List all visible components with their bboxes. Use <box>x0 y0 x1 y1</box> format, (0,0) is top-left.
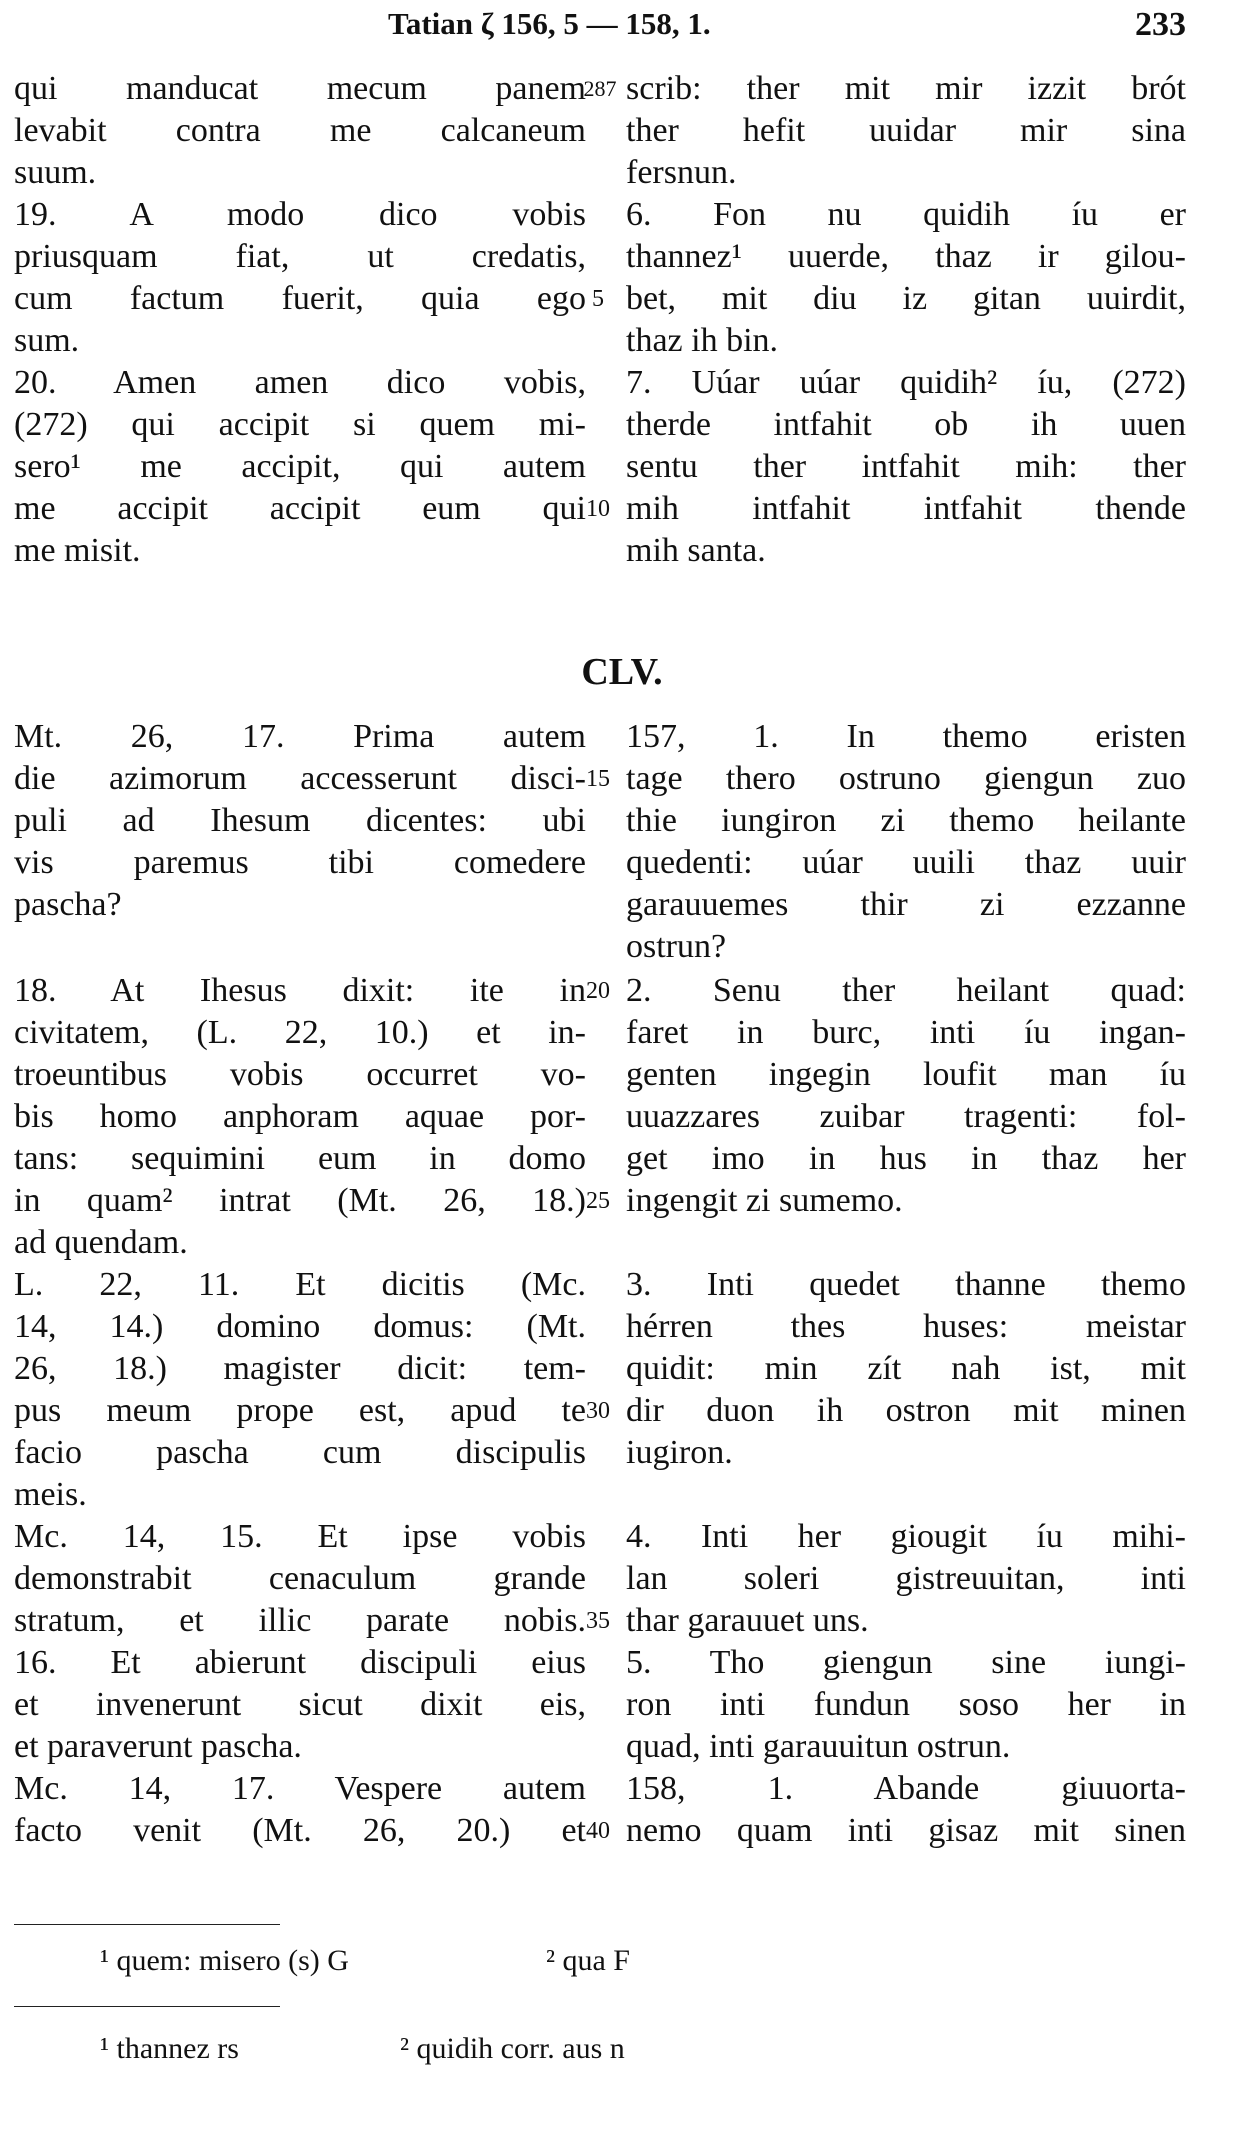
ohg-line: lan soleri gistreuuitan, inti <box>626 1560 1186 1597</box>
latin-line: pus meum prope est, apud te <box>14 1392 586 1429</box>
line-number: 5 <box>592 286 604 312</box>
latin-line: 19. A modo dico vobis <box>14 196 586 233</box>
latin-line: 16. Et abierunt discipuli eius <box>14 1644 586 1681</box>
ohg-line: sentu ther intfahit mih: ther <box>626 448 1186 485</box>
line-number: 287 <box>583 76 617 101</box>
latin-line: me misit. <box>14 532 141 569</box>
latin-line: qui manducat mecum panem <box>14 70 586 107</box>
ohg-line: 157, 1. In themo eristen <box>626 718 1186 755</box>
footnote-rule <box>14 1924 280 1925</box>
line-number: 10 <box>586 496 610 522</box>
latin-line: tans: sequimini eum in domo <box>14 1140 586 1177</box>
latin-line: cum factum fuerit, quia ego <box>14 280 586 317</box>
latin-line: Mc. 14, 17. Vespere autem <box>14 1770 586 1807</box>
latin-line: et invenerunt sicut dixit eis, <box>14 1686 586 1723</box>
ohg-line: mih santa. <box>626 532 766 569</box>
running-title: Tatian ζ 156, 5 — 158, 1. <box>388 6 711 41</box>
ohg-line: scrib: ther mit mir izzit brót <box>626 70 1186 107</box>
ohg-line: uuazzares zuibar tragenti: fol- <box>626 1098 1186 1135</box>
latin-line: 14, 14.) domino domus: (Mt. <box>14 1308 586 1345</box>
latin-line: sum. <box>14 322 80 359</box>
latin-line: me accipit accipit eum qui <box>14 490 586 527</box>
ohg-line: garauuemes thir zi ezzanne <box>626 886 1186 923</box>
ohg-line: quidit: min zít nah ist, mit <box>626 1350 1186 1387</box>
ohg-line: quad, inti garauuitun ostrun. <box>626 1728 1011 1765</box>
latin-line: in quam² intrat (Mt. 26, 18.) <box>14 1182 586 1219</box>
latin-line: 20. Amen amen dico vobis, <box>14 364 586 401</box>
ohg-line: 6. Fon nu quidih íu er <box>626 196 1186 233</box>
latin-line: L. 22, 11. Et dicitis (Mc. <box>14 1266 586 1303</box>
latin-line: 26, 18.) magister dicit: tem- <box>14 1350 586 1387</box>
ohg-line: therde intfahit ob ih uuen <box>626 406 1186 443</box>
ohg-line: 158, 1. Abande giuuorta- <box>626 1770 1186 1807</box>
ohg-line: dir duon ih ostron mit minen <box>626 1392 1186 1429</box>
footnote-latin-2: ² qua F <box>546 1944 630 1977</box>
latin-line: 18. At Ihesus dixit: ite in <box>14 972 586 1009</box>
latin-line: die azimorum accesserunt disci- <box>14 760 586 797</box>
ohg-line: tage thero ostruno giengun zuo <box>626 760 1186 797</box>
latin-line: Mt. 26, 17. Prima autem <box>14 718 586 755</box>
line-number: 40 <box>586 1818 610 1844</box>
latin-line: Mc. 14, 15. Et ipse vobis <box>14 1518 586 1555</box>
ohg-line: 5. Tho giengun sine iungi- <box>626 1644 1186 1681</box>
latin-line: (272) qui accipit si quem mi- <box>14 406 586 443</box>
ohg-line: ingengit zi sumemo. <box>626 1182 903 1219</box>
ohg-line: thar garauuet uns. <box>626 1602 869 1639</box>
ohg-line: ron inti fundun soso her in <box>626 1686 1186 1723</box>
ohg-line: get imo in hus in thaz her <box>626 1140 1186 1177</box>
page-header <box>0 6 1244 46</box>
footnote-ohg-2: ² quidih corr. aus n <box>400 2032 625 2065</box>
ohg-line: ostrun? <box>626 928 727 965</box>
ohg-line: nemo quam inti gisaz mit sinen <box>626 1812 1186 1849</box>
footnote-latin-1: ¹ quem: misero (s) G <box>100 1944 349 1977</box>
line-number: 25 <box>586 1188 610 1214</box>
latin-line: facio pascha cum discipulis <box>14 1434 586 1471</box>
latin-line: pascha? <box>14 886 122 923</box>
line-number: 20 <box>586 978 610 1004</box>
latin-line: sero¹ me accipit, qui autem <box>14 448 586 485</box>
ohg-line: iugiron. <box>626 1434 733 1471</box>
latin-line: priusquam fiat, ut credatis, <box>14 238 586 275</box>
latin-line: suum. <box>14 154 97 191</box>
ohg-line: 7. Uúar uúar quidih² íu, (272) <box>626 364 1186 401</box>
latin-line: bis homo anphoram aquae por- <box>14 1098 586 1135</box>
latin-line: levabit contra me calcaneum <box>14 112 586 149</box>
ohg-line: 4. Inti her giougit íu mihi- <box>626 1518 1186 1555</box>
ohg-line: fersnun. <box>626 154 737 191</box>
latin-line: ad quendam. <box>14 1224 188 1261</box>
latin-line: puli ad Ihesum dicentes: ubi <box>14 802 586 839</box>
ohg-line: 2. Senu ther heilant quad: <box>626 972 1186 1009</box>
ohg-line: hérren thes huses: meistar <box>626 1308 1186 1345</box>
latin-line: civitatem, (L. 22, 10.) et in- <box>14 1014 586 1051</box>
footnote-ohg-1: ¹ thannez rs <box>100 2032 239 2065</box>
latin-line: facto venit (Mt. 26, 20.) et <box>14 1812 586 1849</box>
latin-line: vis paremus tibi comedere <box>14 844 586 881</box>
ohg-line: mih intfahit intfahit thende <box>626 490 1186 527</box>
line-number: 35 <box>586 1608 610 1634</box>
latin-line: stratum, et illic parate nobis. <box>14 1602 586 1639</box>
line-number: 15 <box>586 766 610 792</box>
ohg-line: 3. Inti quedet thanne themo <box>626 1266 1186 1303</box>
latin-line: troeuntibus vobis occurret vo- <box>14 1056 586 1093</box>
line-number: 30 <box>586 1398 610 1424</box>
page-number: 233 <box>1135 6 1186 43</box>
footnote-rule <box>14 2006 280 2007</box>
ohg-line: quedenti: uúar uuili thaz uuir <box>626 844 1186 881</box>
latin-line: demonstrabit cenaculum grande <box>14 1560 586 1597</box>
ohg-line: thie iungiron zi themo heilante <box>626 802 1186 839</box>
ohg-line: ther hefit uuidar mir sina <box>626 112 1186 149</box>
section-title: CLV. <box>581 651 663 693</box>
latin-line: et paraverunt pascha. <box>14 1728 302 1765</box>
ohg-line: genten ingegin loufit man íu <box>626 1056 1186 1093</box>
ohg-line: thannez¹ uuerde, thaz ir gilou- <box>626 238 1186 275</box>
ohg-line: faret in burc, inti íu ingan- <box>626 1014 1186 1051</box>
ohg-line: thaz ih bin. <box>626 322 779 359</box>
latin-line: meis. <box>14 1476 87 1513</box>
ohg-line: bet, mit diu iz gitan uuirdit, <box>626 280 1186 317</box>
